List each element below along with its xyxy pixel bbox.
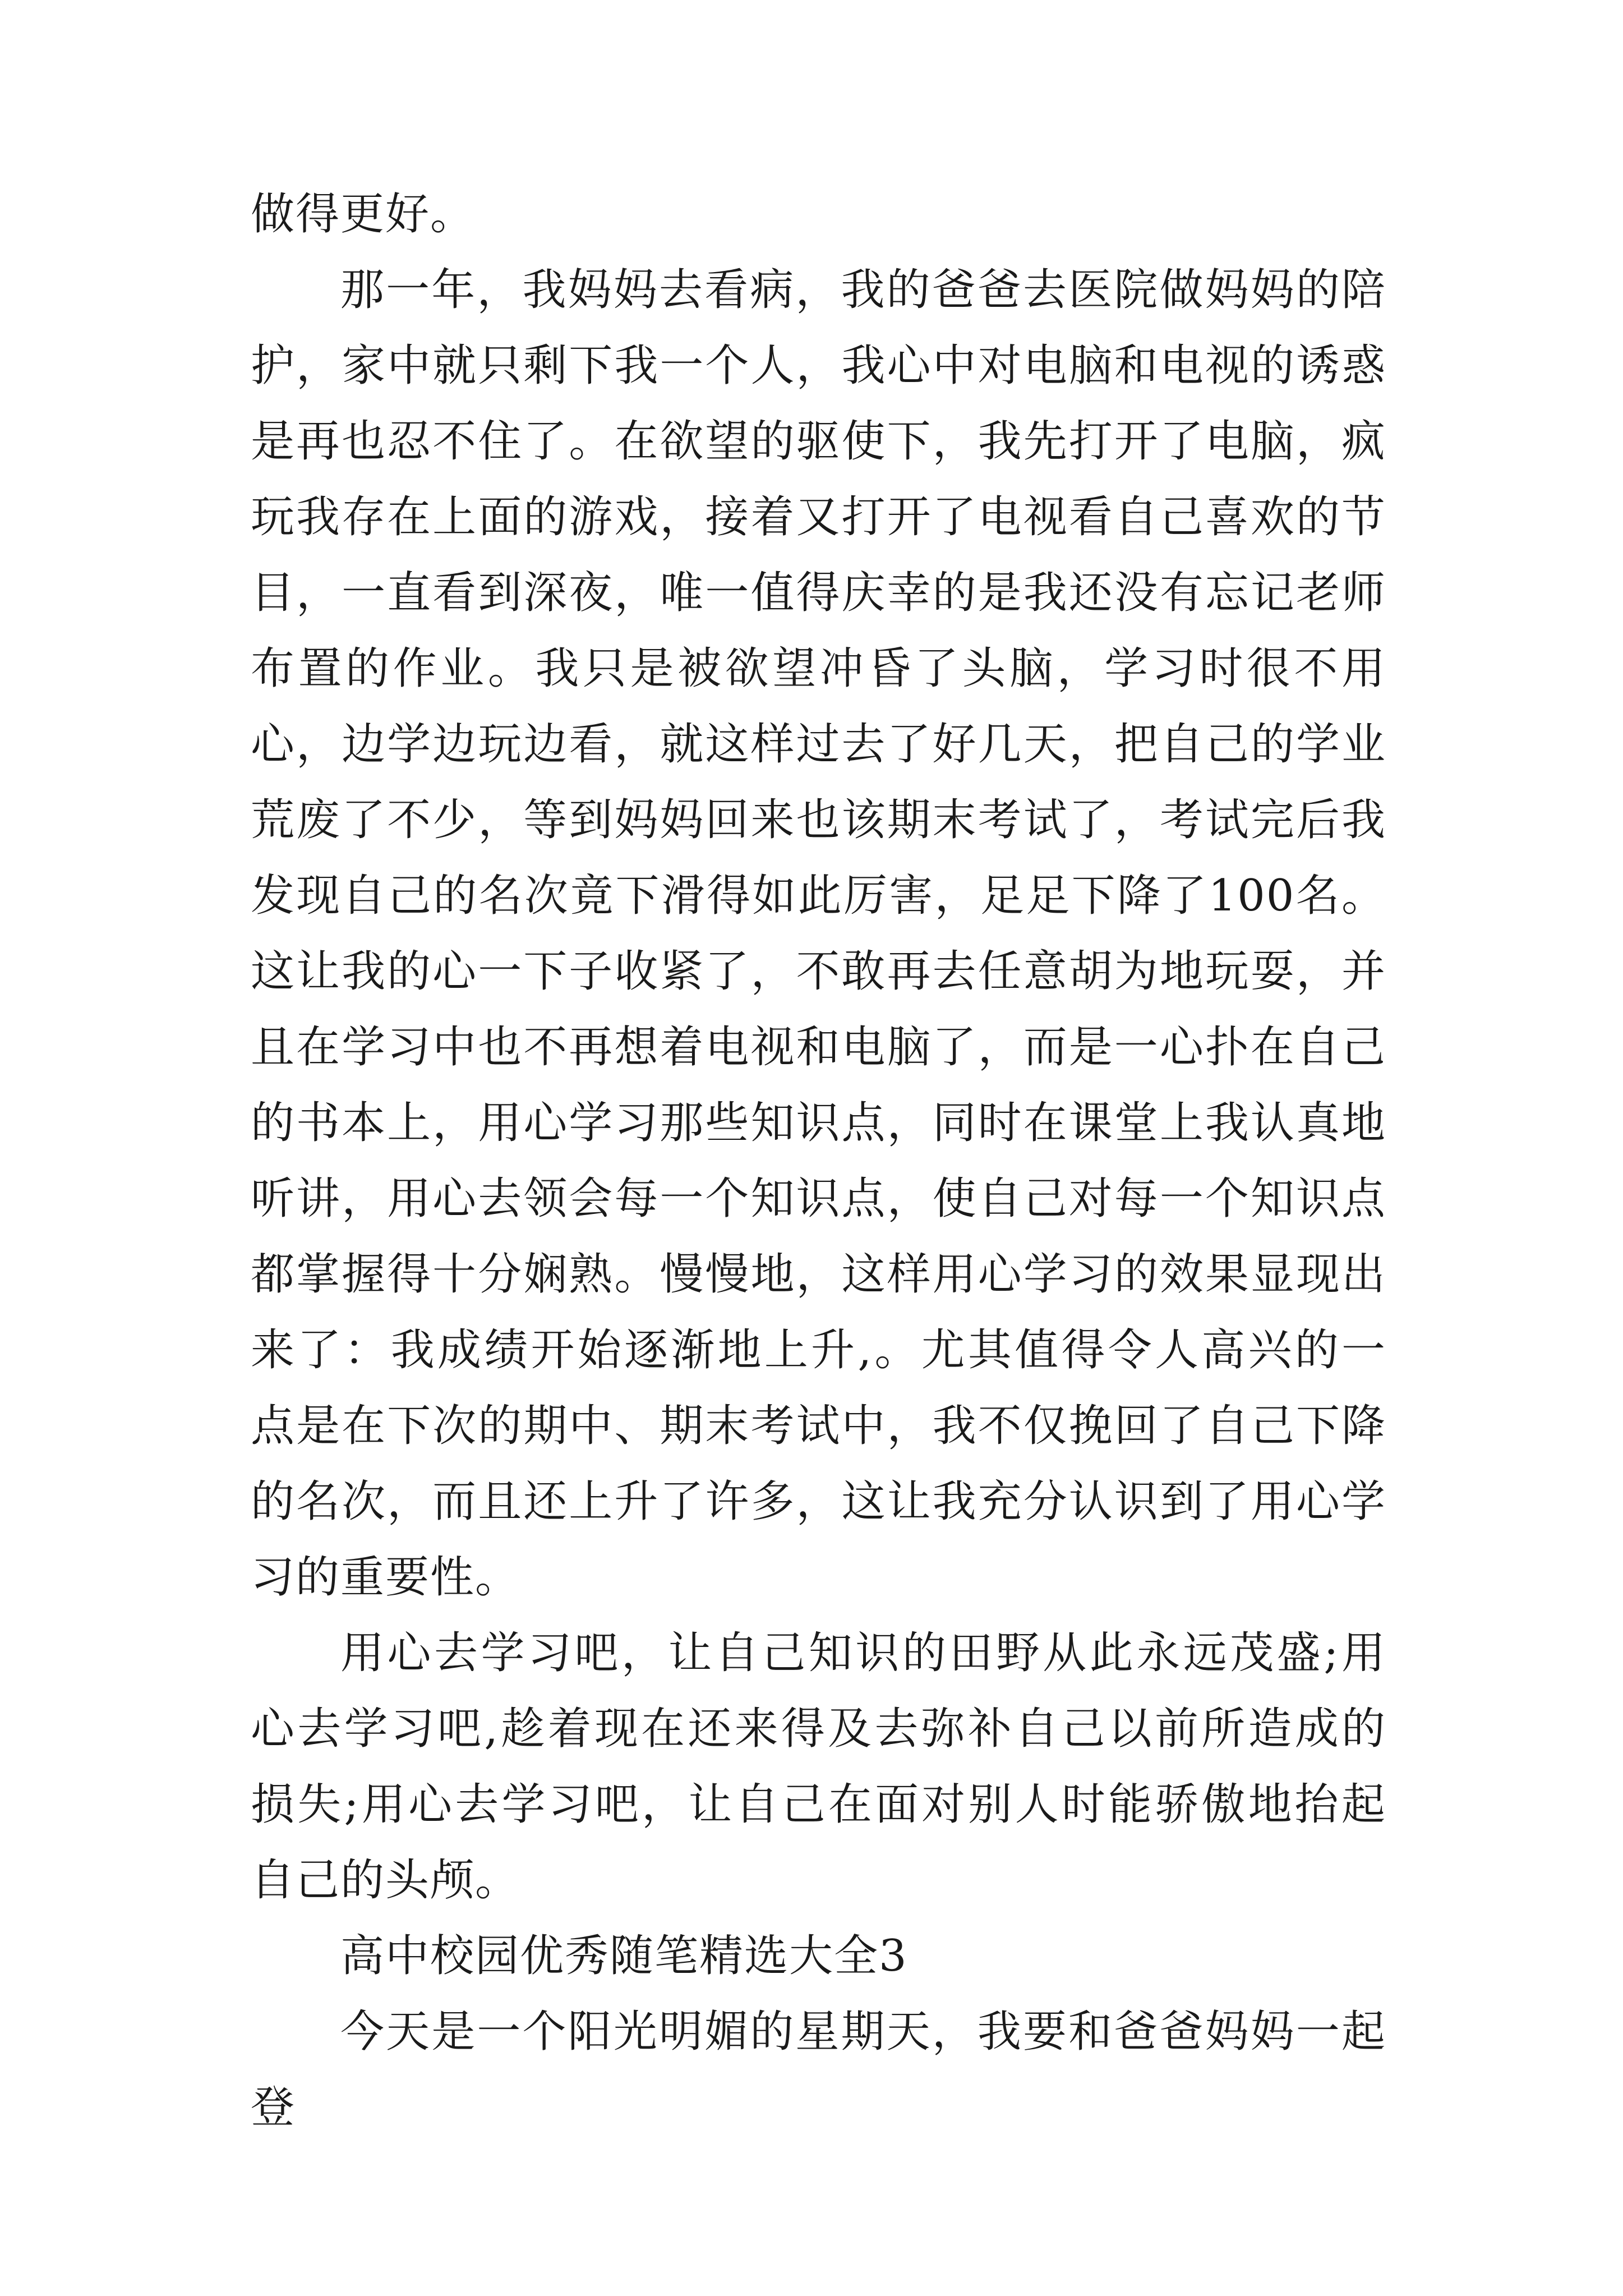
paragraph-story: 那一年，我妈妈去看病，我的爸爸去医院做妈妈的陪护，家中就只剩下我一个人，我心中对电脑和电视的诱惑是再也忍不住了。在欲望的驱使下，我先打开了电脑，疯玩我存在上面的游戏，接着又打开了电视看自己喜欢的节目，一直看到深夜，唯一值得庆幸的是我还没有忘记老师布置的作业。我只是被欲望冲昏了头脑，学习时很不用心，边学边玩边看，就这样过去了好几天，把自己的学业荒废了不少，等到妈妈回来也该期末考试了，考试完后我发现自己的名次竟下滑得如此厉害，足足下降了100名。这让我的心一下子收紧了，不敢再去任意胡为地玩耍，并且在学习中也不再想着电视和电脑了，而是一心扑在自己的书本上，用心学习那些知识点，同时在课堂上我认真地听讲，用心去领会每一个知识点，使自己对每一个知识点都掌握得十分娴熟。慢慢地，这样用心学习的效果显现出来了：我成绩开始逐渐地上升,。尤其值得令人高兴的一点是在下次的期中、期末考试中，我不仅挽回了自己下降的名次，而且还上升了许多，这让我充分认识到了用心学习的重要性。	[251, 265, 1386, 1603]
document-body	[251, 177, 1386, 2146]
section-heading: 高中校园优秀随笔精选大全3	[340, 1931, 908, 1981]
paragraph-continuation: 做得更好。	[251, 189, 476, 240]
paragraph-conclusion: 用心去学习吧，让自己知识的田野从此永远茂盛;用心去学习吧,趁着现在还来得及去弥补自己以前所造成的损失;用心去学习吧，让自己在面对别人时能骄傲地抬起自己的头颅。	[251, 1628, 1386, 1906]
paragraph-next-essay: 今天是一个阳光明媚的星期天，我要和爸爸妈妈一起登	[251, 2007, 1386, 2133]
